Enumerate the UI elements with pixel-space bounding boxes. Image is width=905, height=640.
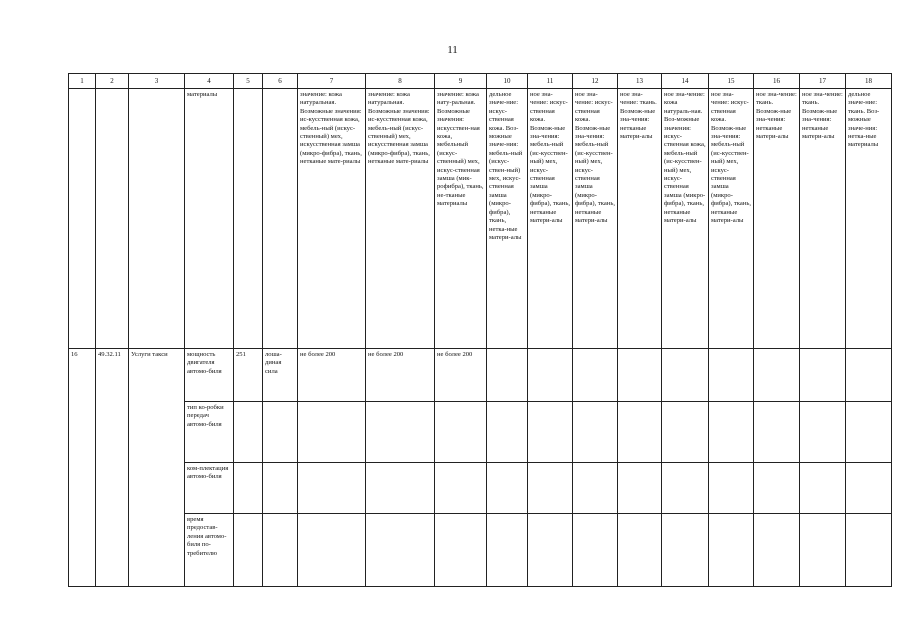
table-cell: ное зна-чение: искус-ственная кожа. Возмож-ные зна-чения: мебель-ный (ис-кусствен-ный) мех, искус-ственная замша (микро-фибра), ткань, нетканые матери-алы xyxy=(573,89,618,349)
col-header: 10 xyxy=(487,74,528,89)
table-cell: ное зна-чение: кожа натураль-ная. Воз-можные значения: искус-ственная кожа, мебель-ный (ис-кусствен-ный) мех, искус-ственная замша (микро-фибра), ткань, нетканые матери-алы xyxy=(662,89,709,349)
table-cell: дельное значе-ние: искус-ственная кожа. Воз-можные значе-ния: мебель-ный (искус-ствен-ный) мех, искус-ственная замша (микро-фибра), ткань, нетка-ные матери-алы xyxy=(487,89,528,349)
attribute-label: ком-плектация автомо-биля xyxy=(185,463,234,514)
empty-cell xyxy=(618,402,662,463)
col-header: 15 xyxy=(709,74,754,89)
empty-cell xyxy=(366,402,435,463)
empty-cell xyxy=(754,514,800,587)
col-header: 3 xyxy=(129,74,185,89)
attribute-label: время предостав-ления автомо-биля по-требителю xyxy=(185,514,234,587)
table-row-continuation xyxy=(69,89,892,349)
col-header: 6 xyxy=(263,74,298,89)
empty-cell xyxy=(618,514,662,587)
table-cell: значение: кожа натуральная. Возможные значения: ис-кусственная кожа, мебель-ный (искус-ственный) мех, искусственная замша (микро-фибра), ткань, нетканые мате-риалы xyxy=(298,89,366,349)
col-header: 7 xyxy=(298,74,366,89)
col-header: 18 xyxy=(846,74,892,89)
empty-cell xyxy=(754,463,800,514)
empty-cell xyxy=(662,463,709,514)
empty-cell xyxy=(298,514,366,587)
empty-cell xyxy=(528,402,573,463)
table-cell: значение: кожа натуральная. Возможные значения: ис-кусственная кожа, мебель-ный (искус-ственный) мех, искусственная замша (микро-фибра), ткань, нетканые мате-риалы xyxy=(366,89,435,349)
table-cell: ное зна-чение: искус-ственная кожа. Возмож-ные зна-чения: мебель-ный (ис-кусствен-ный) мех, искус-ственная замша (микро-фибра), ткань, нетканые матери-алы xyxy=(528,89,573,349)
item-name: Услуги такси xyxy=(129,349,185,587)
table-cell xyxy=(96,89,129,349)
empty-cell xyxy=(234,402,263,463)
table-row-item16-gearbox xyxy=(69,402,892,463)
empty-cell xyxy=(846,402,892,463)
attribute-label: тип ко-робки передач автомо-биля xyxy=(185,402,234,463)
empty-cell xyxy=(800,514,846,587)
empty-cell xyxy=(709,349,754,402)
table-cell: ное зна-чение: ткань. Возмож-ные зна-чения: нетканые матери-алы xyxy=(618,89,662,349)
empty-cell xyxy=(487,514,528,587)
empty-cell xyxy=(528,463,573,514)
col-header: 13 xyxy=(618,74,662,89)
empty-cell xyxy=(709,514,754,587)
table-cell: ное зна-чение: ткань. Возмож-ные зна-чения: нетканые матери-алы xyxy=(754,89,800,349)
table-row-item16-time xyxy=(69,514,892,587)
empty-cell xyxy=(263,402,298,463)
table-cell xyxy=(69,89,96,349)
col-header: 11 xyxy=(528,74,573,89)
col-header: 2 xyxy=(96,74,129,89)
attribute-label: мощность двигателя автомо-биля xyxy=(185,349,234,402)
empty-cell xyxy=(366,514,435,587)
empty-cell xyxy=(487,349,528,402)
col-header: 8 xyxy=(366,74,435,89)
empty-cell xyxy=(662,349,709,402)
item-number: 16 xyxy=(69,349,96,587)
col-header: 5 xyxy=(234,74,263,89)
value-cell: не более 200 xyxy=(435,349,487,402)
empty-cell xyxy=(846,349,892,402)
requirements-table xyxy=(68,73,892,587)
table-cell: дельное значе-ние: ткань. Воз-можные значе-ния: нетка-ные материалы xyxy=(846,89,892,349)
empty-cell xyxy=(709,463,754,514)
col-header: 17 xyxy=(800,74,846,89)
empty-cell xyxy=(366,463,435,514)
empty-cell xyxy=(298,463,366,514)
empty-cell xyxy=(234,463,263,514)
table-row-item16-power xyxy=(69,349,892,402)
empty-cell xyxy=(846,514,892,587)
page-number: 11 xyxy=(447,44,458,56)
col-header: 12 xyxy=(573,74,618,89)
empty-cell xyxy=(435,463,487,514)
empty-cell xyxy=(846,463,892,514)
table-row-item16-equipment xyxy=(69,463,892,514)
empty-cell xyxy=(618,349,662,402)
empty-cell xyxy=(298,402,366,463)
empty-cell xyxy=(618,463,662,514)
table-cell: ное зна-чение: искус-ственная кожа. Возмож-ные зна-чения: мебель-ный (ис-кусствен-ный) мех, искус-ственная замша (микро-фибра), ткань, нетканые матери-алы xyxy=(709,89,754,349)
empty-cell xyxy=(263,514,298,587)
empty-cell xyxy=(573,402,618,463)
empty-cell xyxy=(435,402,487,463)
table-cell xyxy=(263,89,298,349)
empty-cell xyxy=(528,349,573,402)
col-header: 9 xyxy=(435,74,487,89)
empty-cell xyxy=(263,463,298,514)
empty-cell xyxy=(487,402,528,463)
empty-cell xyxy=(709,402,754,463)
empty-cell xyxy=(662,514,709,587)
empty-cell xyxy=(573,514,618,587)
header-row xyxy=(69,74,892,89)
unit-code: 251 xyxy=(234,349,263,402)
table-cell: материалы xyxy=(185,89,234,349)
empty-cell xyxy=(800,402,846,463)
empty-cell xyxy=(573,463,618,514)
table-cell: значение: кожа нату-ральная. Возможные значения: искусствен-ная кожа, мебельный (искус-ственный) мех, искус-ственная замша (мик-рофибра), ткань, не-тканые материалы xyxy=(435,89,487,349)
okpd-code: 49.32.11 xyxy=(96,349,129,587)
value-cell: не более 200 xyxy=(366,349,435,402)
table-cell: ное зна-чение: ткань. Возмож-ные зна-чения: нетканые матери-алы xyxy=(800,89,846,349)
unit-name: лоша-диная сила xyxy=(263,349,298,402)
empty-cell xyxy=(662,402,709,463)
empty-cell xyxy=(754,402,800,463)
empty-cell xyxy=(573,349,618,402)
col-header: 1 xyxy=(69,74,96,89)
empty-cell xyxy=(435,514,487,587)
table-cell xyxy=(234,89,263,349)
value-cell: не более 200 xyxy=(298,349,366,402)
col-header: 16 xyxy=(754,74,800,89)
col-header: 14 xyxy=(662,74,709,89)
empty-cell xyxy=(528,514,573,587)
empty-cell xyxy=(754,349,800,402)
table-cell xyxy=(129,89,185,349)
empty-cell xyxy=(800,463,846,514)
empty-cell xyxy=(234,514,263,587)
empty-cell xyxy=(800,349,846,402)
col-header: 4 xyxy=(185,74,234,89)
empty-cell xyxy=(487,463,528,514)
